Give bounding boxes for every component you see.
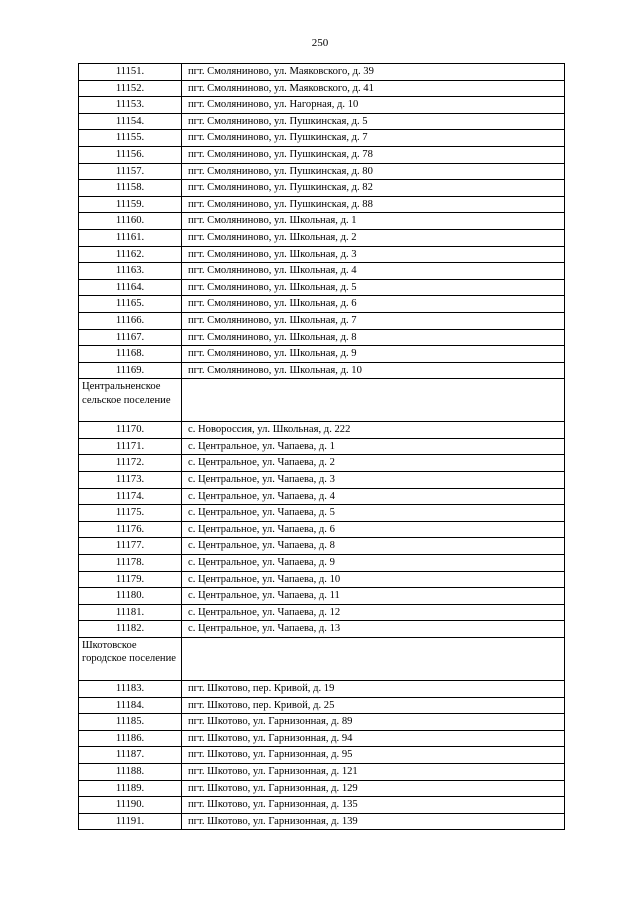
table-row	[79, 329, 565, 346]
row-number: 11160.	[79, 213, 182, 230]
table-row	[79, 163, 565, 180]
row-number: 11189.	[79, 780, 182, 797]
row-address: пгт. Смоляниново, ул. Пушкинская, д. 5	[182, 113, 565, 130]
row-number: 11178.	[79, 555, 182, 572]
row-number: 11183.	[79, 681, 182, 698]
table-row	[79, 438, 565, 455]
section-name: Шкотовское городское поселение	[79, 638, 182, 681]
row-address: с. Центральное, ул. Чапаева, д. 5	[182, 505, 565, 522]
row-address: пгт. Смоляниново, ул. Нагорная, д. 10	[182, 97, 565, 114]
row-address: пгт. Шкотово, пер. Кривой, д. 25	[182, 697, 565, 714]
row-address: пгт. Смоляниново, ул. Школьная, д. 5	[182, 279, 565, 296]
table-row	[79, 555, 565, 572]
row-number: 11176.	[79, 521, 182, 538]
table-row	[79, 621, 565, 638]
row-number: 11188.	[79, 763, 182, 780]
row-number: 11182.	[79, 621, 182, 638]
table-row	[79, 455, 565, 472]
row-address: с. Центральное, ул. Чапаева, д. 11	[182, 588, 565, 605]
table-row	[79, 747, 565, 764]
row-number: 11158.	[79, 180, 182, 197]
row-number: 11159.	[79, 196, 182, 213]
row-number: 11162.	[79, 246, 182, 263]
row-number: 11172.	[79, 455, 182, 472]
table-row	[79, 213, 565, 230]
row-number: 11166.	[79, 312, 182, 329]
row-address: с. Центральное, ул. Чапаева, д. 1	[182, 438, 565, 455]
row-number: 11185.	[79, 714, 182, 731]
row-number: 11180.	[79, 588, 182, 605]
table-row	[79, 180, 565, 197]
row-address: пгт. Смоляниново, ул. Школьная, д. 1	[182, 213, 565, 230]
table-row	[79, 80, 565, 97]
table-row	[79, 797, 565, 814]
table-row	[79, 538, 565, 555]
table-row	[79, 813, 565, 830]
table-row	[79, 113, 565, 130]
row-address: пгт. Смоляниново, ул. Школьная, д. 9	[182, 346, 565, 363]
row-address: пгт. Смоляниново, ул. Школьная, д. 7	[182, 312, 565, 329]
row-address: с. Центральное, ул. Чапаева, д. 10	[182, 571, 565, 588]
row-address: пгт. Шкотово, ул. Гарнизонная, д. 89	[182, 714, 565, 731]
row-address: с. Центральное, ул. Чапаева, д. 3	[182, 472, 565, 489]
row-number: 11181.	[79, 604, 182, 621]
row-address: пгт. Шкотово, ул. Гарнизонная, д. 139	[182, 813, 565, 830]
row-number: 11179.	[79, 571, 182, 588]
section-name: Центральненское сельское поселение	[79, 379, 182, 422]
row-number: 11170.	[79, 422, 182, 439]
row-address: пгт. Шкотово, ул. Гарнизонная, д. 95	[182, 747, 565, 764]
page-number: 250	[311, 37, 329, 49]
table-row	[79, 780, 565, 797]
row-number: 11155.	[79, 130, 182, 147]
row-number: 11164.	[79, 279, 182, 296]
row-address: пгт. Смоляниново, ул. Школьная, д. 4	[182, 263, 565, 280]
row-address: с. Центральное, ул. Чапаева, д. 4	[182, 488, 565, 505]
row-address: пгт. Смоляниново, ул. Пушкинская, д. 78	[182, 146, 565, 163]
table-row	[79, 312, 565, 329]
row-address: пгт. Смоляниново, ул. Школьная, д. 8	[182, 329, 565, 346]
table-row	[79, 229, 565, 246]
section-row	[79, 379, 565, 422]
row-number: 11153.	[79, 97, 182, 114]
row-number: 11154.	[79, 113, 182, 130]
row-address: пгт. Смоляниново, ул. Школьная, д. 10	[182, 362, 565, 379]
table-row	[79, 246, 565, 263]
table-row	[79, 146, 565, 163]
table-row	[79, 505, 565, 522]
table-row	[79, 714, 565, 731]
table-row	[79, 362, 565, 379]
row-number: 11151.	[79, 64, 182, 81]
row-address: пгт. Шкотово, ул. Гарнизонная, д. 135	[182, 797, 565, 814]
row-address: пгт. Смоляниново, ул. Школьная, д. 3	[182, 246, 565, 263]
row-address: с. Новороссия, ул. Школьная, д. 222	[182, 422, 565, 439]
row-number: 11187.	[79, 747, 182, 764]
row-address: пгт. Смоляниново, ул. Школьная, д. 2	[182, 229, 565, 246]
row-address: пгт. Смоляниново, ул. Пушкинская, д. 7	[182, 130, 565, 147]
row-number: 11152.	[79, 80, 182, 97]
row-number: 11173.	[79, 472, 182, 489]
row-address: пгт. Смоляниново, ул. Пушкинская, д. 82	[182, 180, 565, 197]
table-row	[79, 64, 565, 81]
row-address: пгт. Шкотово, ул. Гарнизонная, д. 121	[182, 763, 565, 780]
table-row	[79, 296, 565, 313]
address-table	[78, 63, 565, 830]
row-number: 11156.	[79, 146, 182, 163]
row-address: пгт. Шкотово, ул. Гарнизонная, д. 94	[182, 730, 565, 747]
row-address: пгт. Смоляниново, ул. Пушкинская, д. 80	[182, 163, 565, 180]
table-row	[79, 130, 565, 147]
row-address: с. Центральное, ул. Чапаева, д. 6	[182, 521, 565, 538]
row-number: 11186.	[79, 730, 182, 747]
row-number: 11157.	[79, 163, 182, 180]
table-row	[79, 681, 565, 698]
row-address: пгт. Смоляниново, ул. Маяковского, д. 41	[182, 80, 565, 97]
row-address: с. Центральное, ул. Чапаева, д. 2	[182, 455, 565, 472]
table-row	[79, 763, 565, 780]
table-row	[79, 730, 565, 747]
row-number: 11174.	[79, 488, 182, 505]
row-number: 11171.	[79, 438, 182, 455]
row-number: 11167.	[79, 329, 182, 346]
row-number: 11165.	[79, 296, 182, 313]
row-number: 11163.	[79, 263, 182, 280]
section-row	[79, 638, 565, 681]
row-number: 11169.	[79, 362, 182, 379]
row-number: 11190.	[79, 797, 182, 814]
section-empty-cell	[182, 379, 565, 422]
row-number: 11177.	[79, 538, 182, 555]
table-row	[79, 97, 565, 114]
row-address: с. Центральное, ул. Чапаева, д. 9	[182, 555, 565, 572]
row-number: 11175.	[79, 505, 182, 522]
table-row	[79, 521, 565, 538]
table-row	[79, 488, 565, 505]
table-row	[79, 263, 565, 280]
table-row	[79, 604, 565, 621]
row-number: 11161.	[79, 229, 182, 246]
row-address: пгт. Шкотово, ул. Гарнизонная, д. 129	[182, 780, 565, 797]
row-number: 11191.	[79, 813, 182, 830]
table-row	[79, 588, 565, 605]
table-row	[79, 697, 565, 714]
table-row	[79, 279, 565, 296]
row-number: 11184.	[79, 697, 182, 714]
row-address: пгт. Шкотово, пер. Кривой, д. 19	[182, 681, 565, 698]
table-row	[79, 472, 565, 489]
row-number: 11168.	[79, 346, 182, 363]
row-address: с. Центральное, ул. Чапаева, д. 12	[182, 604, 565, 621]
table-row	[79, 571, 565, 588]
row-address: пгт. Смоляниново, ул. Маяковского, д. 39	[182, 64, 565, 81]
table-row	[79, 196, 565, 213]
table-row	[79, 422, 565, 439]
row-address: с. Центральное, ул. Чапаева, д. 8	[182, 538, 565, 555]
section-empty-cell	[182, 638, 565, 681]
row-address: пгт. Смоляниново, ул. Школьная, д. 6	[182, 296, 565, 313]
row-address: с. Центральное, ул. Чапаева, д. 13	[182, 621, 565, 638]
address-table-body	[79, 64, 565, 830]
row-address: пгт. Смоляниново, ул. Пушкинская, д. 88	[182, 196, 565, 213]
table-row	[79, 346, 565, 363]
